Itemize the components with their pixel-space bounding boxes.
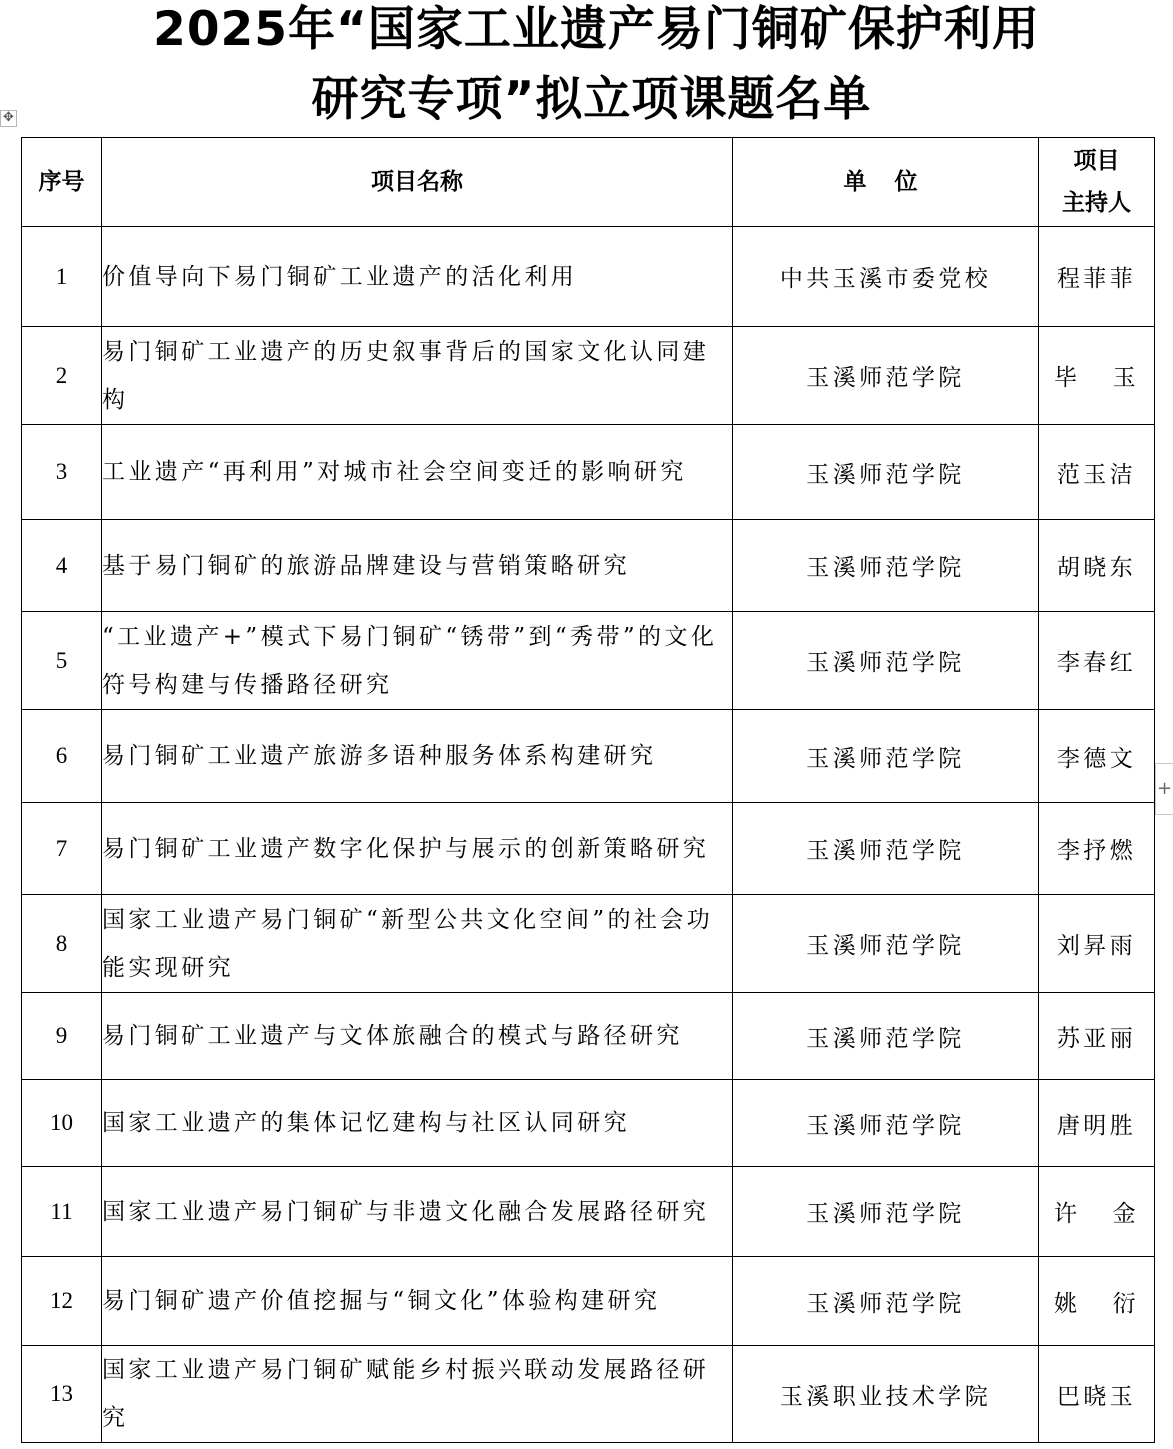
row-unit: 玉溪师范学院 — [733, 1257, 1039, 1346]
row-host: 李德文 — [1039, 710, 1155, 803]
header-unit — [733, 138, 1039, 227]
table-row — [22, 1167, 1155, 1257]
row-unit: 玉溪师范学院 — [733, 803, 1039, 895]
table-row — [22, 895, 1155, 993]
table-row — [22, 1080, 1155, 1167]
table-row — [22, 710, 1155, 803]
header-host-line2: 主持人 — [1062, 190, 1131, 216]
project-table — [21, 137, 1155, 1443]
row-unit: 玉溪师范学院 — [733, 1080, 1039, 1167]
table-row — [22, 227, 1155, 327]
table-row — [22, 425, 1155, 520]
row-host: 苏亚丽 — [1039, 993, 1155, 1080]
table-row — [22, 612, 1155, 710]
row-host: 范玉洁 — [1039, 425, 1155, 520]
row-project-name: 价值导向下易门铜矿工业遗产的活化利用 — [102, 227, 733, 327]
header-host-line1: 项目 — [1073, 148, 1120, 174]
table-row — [22, 993, 1155, 1080]
header-num: 序号 — [22, 138, 102, 227]
row-unit: 玉溪师范学院 — [733, 520, 1039, 612]
row-project-name: 基于易门铜矿的旅游品牌建设与营销策略研究 — [102, 520, 733, 612]
row-num: 7 — [22, 803, 102, 895]
row-unit: 玉溪师范学院 — [733, 895, 1039, 993]
table-row — [22, 520, 1155, 612]
table-move-handle-icon[interactable]: ✥ — [0, 110, 17, 127]
table-row — [22, 803, 1155, 895]
row-num: 3 — [22, 425, 102, 520]
title-line-1: 2025年“国家工业遗产易门铜矿保护利用 — [153, 2, 1040, 57]
row-num: 2 — [22, 327, 102, 425]
add-column-icon[interactable]: + — [1155, 763, 1173, 815]
row-host: 李抒燃 — [1039, 803, 1155, 895]
row-unit: 玉溪师范学院 — [733, 710, 1039, 803]
row-host: 李春红 — [1039, 612, 1155, 710]
table-row — [22, 1257, 1155, 1346]
row-num: 11 — [22, 1167, 102, 1257]
row-num: 9 — [22, 993, 102, 1080]
row-unit: 中共玉溪市委党校 — [733, 227, 1039, 327]
row-project-name: 易门铜矿工业遗产与文体旅融合的模式与路径研究 — [102, 993, 733, 1080]
row-host: 唐明胜 — [1039, 1080, 1155, 1167]
row-host: 巴晓玉 — [1039, 1346, 1155, 1443]
row-project-name: 国家工业遗产易门铜矿赋能乡村振兴联动发展路径研究 — [102, 1346, 733, 1443]
row-project-name: 易门铜矿工业遗产旅游多语种服务体系构建研究 — [102, 710, 733, 803]
header-name: 项目名称 — [102, 138, 733, 227]
header-host — [1039, 138, 1155, 227]
table-row — [22, 327, 1155, 425]
row-host: 毕 玉 — [1039, 327, 1155, 425]
title-line-2: 研究专项”拟立项课题名单 — [311, 72, 872, 127]
row-num: 10 — [22, 1080, 102, 1167]
row-num: 13 — [22, 1346, 102, 1443]
row-unit: 玉溪职业技术学院 — [733, 1346, 1039, 1443]
row-num: 1 — [22, 227, 102, 327]
row-unit: 玉溪师范学院 — [733, 327, 1039, 425]
row-num: 5 — [22, 612, 102, 710]
row-num: 8 — [22, 895, 102, 993]
header-unit-label: 单 位 — [843, 169, 928, 195]
row-unit: 玉溪师范学院 — [733, 425, 1039, 520]
row-host: 姚 衍 — [1039, 1257, 1155, 1346]
row-host: 程菲菲 — [1039, 227, 1155, 327]
row-host: 刘昇雨 — [1039, 895, 1155, 993]
row-num: 4 — [22, 520, 102, 612]
table-header-row — [22, 138, 1155, 227]
row-project-name: 国家工业遗产易门铜矿“新型公共文化空间”的社会功能实现研究 — [102, 895, 733, 993]
row-project-name: “工业遗产+”模式下易门铜矿“锈带”到“秀带”的文化符号构建与传播路径研究 — [102, 612, 733, 710]
row-host: 许 金 — [1039, 1167, 1155, 1257]
row-project-name: 工业遗产“再利用”对城市社会空间变迁的影响研究 — [102, 425, 733, 520]
row-unit: 玉溪师范学院 — [733, 612, 1039, 710]
table-row — [22, 1346, 1155, 1443]
row-unit: 玉溪师范学院 — [733, 1167, 1039, 1257]
row-project-name: 国家工业遗产的集体记忆建构与社区认同研究 — [102, 1080, 733, 1167]
row-project-name: 国家工业遗产易门铜矿与非遗文化融合发展路径研究 — [102, 1167, 733, 1257]
row-num: 12 — [22, 1257, 102, 1346]
row-project-name: 易门铜矿遗产价值挖掘与“铜文化”体验构建研究 — [102, 1257, 733, 1346]
row-project-name: 易门铜矿工业遗产数字化保护与展示的创新策略研究 — [102, 803, 733, 895]
row-host: 胡晓东 — [1039, 520, 1155, 612]
row-unit: 玉溪师范学院 — [733, 993, 1039, 1080]
row-project-name: 易门铜矿工业遗产的历史叙事背后的国家文化认同建构 — [102, 327, 733, 425]
row-num: 6 — [22, 710, 102, 803]
